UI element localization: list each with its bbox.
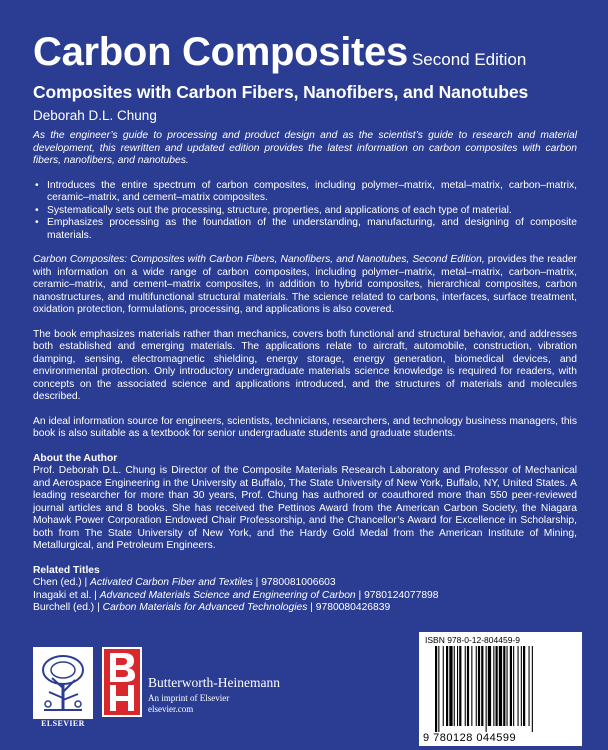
barcode-bar xyxy=(510,646,512,726)
bh-logo xyxy=(102,647,142,717)
description xyxy=(33,130,577,615)
title-row xyxy=(33,30,526,75)
related-isbn: | 9780081006603 xyxy=(252,577,336,588)
related-title: Advanced Materials Science and Engineering of Carbon xyxy=(99,589,356,601)
barcode-bar xyxy=(521,646,522,726)
tree-icon xyxy=(34,648,92,718)
barcode-bar xyxy=(476,646,477,726)
related-author: Burchell (ed.) | xyxy=(33,602,103,613)
isbn-barcode-panel xyxy=(419,632,582,746)
feature-item: • Emphasizes processing as the foundation of the understanding, manufacturing, and designing of composite materials. xyxy=(33,217,577,242)
barcode-bar xyxy=(496,646,498,726)
related-item xyxy=(33,577,577,590)
about-text: Prof. Deborah D.L. Chung is Director of the Composite Materials Research Laboratory and Professor of Mechanical and Aerospace Engineering in the University at Buffalo, The State University of New York, Buffalo, NY, United States. A leading researcher for more than 30 years, Prof. Chung has authored or coauthored more than 550 peer-reviewed journal articles and 8 books. She has received the Pettinos Award from the American Carbon Society, the Niagara Mohawk Power Corporation Endowed Chair Professorship, and the Chancellor’s Award for Excellence in Scholarship, both from The State University of New York, and the Hardy Gold Medal from the American Institute of Mining, Metallurgical, and Petroleum Engineers. xyxy=(33,465,577,551)
bh-monogram-icon xyxy=(104,649,140,715)
book-title: Carbon Composites xyxy=(33,30,408,74)
barcode-bar xyxy=(503,646,505,726)
barcode-bar xyxy=(513,646,514,726)
barcode-bar xyxy=(465,646,466,726)
feature-item: • Introduces the entire spectrum of carbon composites, including polymer–matrix, metal–matrix, carbon–matrix, ceramic–matrix, and cement–matrix composites. xyxy=(33,180,577,205)
barcode-bar xyxy=(454,646,455,726)
barcode-bar xyxy=(478,646,480,726)
barcode-bar xyxy=(518,646,519,726)
barcode-bar xyxy=(435,646,437,732)
publisher-url: elsevier.com xyxy=(148,704,194,714)
related-isbn: | 9780124077898 xyxy=(355,589,439,601)
barcode-bar xyxy=(529,646,530,726)
barcode-bar xyxy=(499,646,502,726)
barcode-bar xyxy=(459,646,461,726)
barcode-bar xyxy=(438,646,439,732)
barcode-bar xyxy=(493,646,494,726)
elsevier-tree-logo xyxy=(33,647,93,719)
related-author: Inagaki et al. | xyxy=(33,589,100,601)
related-item xyxy=(33,602,577,615)
related-author: Chen (ed.) | xyxy=(33,577,91,588)
intro-paragraph: As the engineer’s guide to processing and product design and as the scientist’s guide to research and material development, this rewritten and updated edition provides the latest information on carbon composites with carbon fibers, nanofibers, and nanotubes. xyxy=(33,130,577,166)
barcode-bar xyxy=(523,646,525,726)
feature-list xyxy=(33,180,577,243)
barcode-bar xyxy=(471,646,472,726)
feature-item: • Systematically sets out the processing, structure, properties, and applications of each type of material. xyxy=(33,205,577,218)
summary-text: provides the reader with information on a wide range of carbon composites, including polymer–matrix, metal–matrix, carbon–matrix, ceramic–matrix, and cement–matrix composites, in addition to hybrid composites, hierarchical composites, carbon nanostructures, and multifunctional structural materials. The science related to carbons, interfaces, surface treatment, oxidation protection, formulations, processing, and applications is also covered. xyxy=(33,254,577,315)
barcode-bar xyxy=(507,646,508,726)
about-heading: About the Author xyxy=(33,452,118,464)
barcode-bar xyxy=(449,646,452,726)
book-subtitle: Composites with Carbon Fibers, Nanofibers, and Nanotubes xyxy=(33,82,529,102)
related-list xyxy=(33,577,577,615)
related-item xyxy=(33,590,577,603)
barcode-bar xyxy=(532,646,533,732)
author-name: Deborah D.L. Chung xyxy=(33,108,157,123)
barcode-bar xyxy=(488,646,491,726)
imprint-label: An imprint of Elsevier xyxy=(148,693,230,703)
related-title: Activated Carbon Fiber and Textiles xyxy=(90,577,253,588)
barcode-bar xyxy=(443,646,444,726)
barcode-bar xyxy=(457,646,458,726)
summary-paragraph xyxy=(33,254,577,317)
barcode-bar xyxy=(481,646,483,726)
barcode-digits: 9 780128 044599 xyxy=(423,732,517,744)
barcode-bar xyxy=(446,646,448,726)
barcode-icon xyxy=(433,646,573,732)
related-title: Carbon Materials for Advanced Technologies xyxy=(102,602,308,613)
related-isbn: | 9780080426839 xyxy=(307,602,391,613)
barcode-bar xyxy=(467,646,469,726)
bh-name: Butterworth-Heinemann xyxy=(148,675,280,690)
edition-label: Second Edition xyxy=(411,50,527,69)
audience-paragraph: An ideal information source for engineers, scientists, technicians, researchers, and technology business managers, this book is also suitable as a textbook for senior undergraduate students and graduate students. xyxy=(33,415,577,439)
barcode-bar xyxy=(486,646,487,732)
isbn-label: ISBN 978-0-12-804459-9 xyxy=(425,635,520,645)
summary-title: Carbon Composites: Composites with Carbon Fibers, Nanofibers, and Nanotubes, Second Edition, xyxy=(33,254,485,265)
related-heading: Related Titles xyxy=(33,564,100,576)
elsevier-wordmark: ELSEVIER xyxy=(41,719,85,728)
emphasis-paragraph: The book emphasizes materials rather than mechanics, covers both functional and structural behavior, and addresses both established and emerging materials. The applications relate to aircraft, automobile, construction, vibration damping, sensing, electromagnetic shielding, energy storage, energy generation, biomedical devices, and environmental protection. Only introductory undergraduate materials science knowledge is required for readers, with concepts on the associated science and applications introduced, and the structures of materials and molecules described. xyxy=(33,328,577,402)
